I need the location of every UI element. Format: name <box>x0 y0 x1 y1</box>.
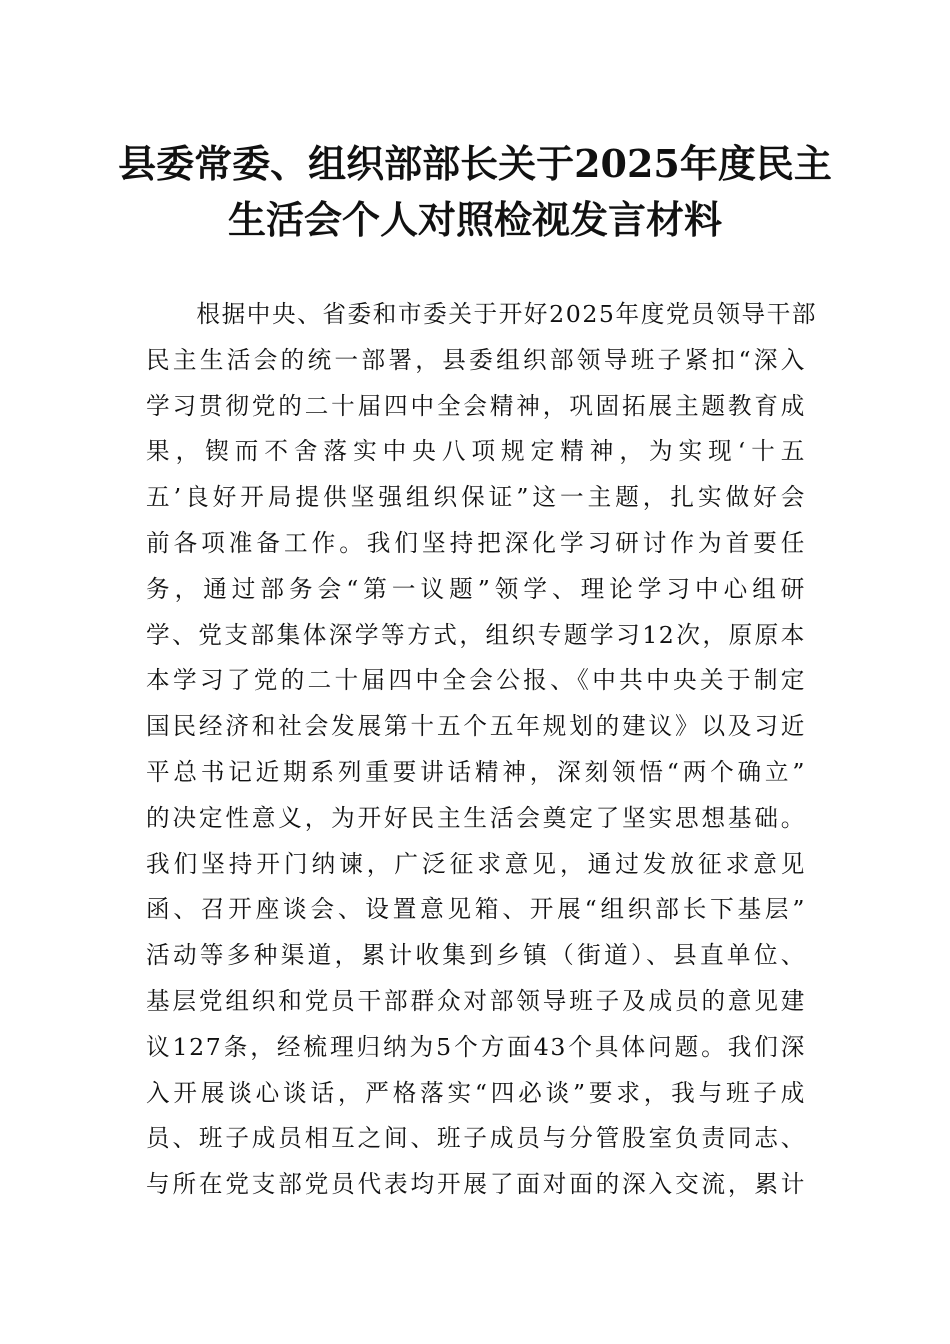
body-line: 民主生活会的统一部署，县委组织部领导班子紧扣“深入 <box>146 345 806 374</box>
body-line: 函、召开座谈会、设置意见箱、开展“组织部长下基层” <box>146 895 806 924</box>
body-line: 的决定性意义，为开好民主生活会奠定了坚实思想基础。 <box>146 803 806 832</box>
body-line: 议127条，经梳理归纳为5个方面43个具体问题。我们深 <box>146 1032 806 1061</box>
body-line: 学习贯彻党的二十届四中全会精神，巩固拓展主题教育成 <box>146 391 806 420</box>
body-line: 基层党组织和党员干部群众对部领导班子及成员的意见建 <box>146 986 806 1015</box>
body-line: 果，锲而不舍落实中央八项规定精神，为实现‘十五 <box>146 437 806 466</box>
body-line: 根据中央、省委和市委关于开好2025年度党员领导干部 <box>146 300 818 328</box>
title-line-1: 县委常委、组织部部长关于2025年度民主 <box>118 141 832 186</box>
body-line: 活动等多种渠道，累计收集到乡镇（街道）、县直单位、 <box>146 941 806 970</box>
body-line: 学、党支部集体深学等方式，组织专题学习12次，原原本 <box>146 620 806 649</box>
body-line: 我们坚持开门纳谏，广泛征求意见，通过发放征求意见 <box>146 849 806 878</box>
body-line: 前各项准备工作。我们坚持把深化学习研讨作为首要任 <box>146 528 806 557</box>
body-line: 国民经济和社会发展第十五个五年规划的建议》以及习近 <box>146 712 806 741</box>
body-paragraph <box>146 292 818 1208</box>
body-line: 务，通过部务会“第一议题”领学、理论学习中心组研 <box>146 574 806 603</box>
body-line: 与所在党支部党员代表均开展了面对面的深入交流，累计 <box>146 1170 806 1199</box>
body-line: 本学习了党的二十届四中全会公报、《中共中央关于制定 <box>146 666 806 695</box>
body-line: 入开展谈心谈话，严格落实“四必谈”要求，我与班子成 <box>146 1078 806 1107</box>
body-line: 平总书记近期系列重要讲话精神，深刻领悟“两个确立” <box>146 757 806 786</box>
title-line-2: 生活会个人对照检视发言材料 <box>227 197 722 242</box>
document-title <box>100 136 850 248</box>
body-line: 五’良好开局提供坚强组织保证”这一主题，扎实做好会 <box>146 483 806 512</box>
body-line: 员、班子成员相互之间、班子成员与分管股室负责同志、 <box>146 1124 806 1153</box>
